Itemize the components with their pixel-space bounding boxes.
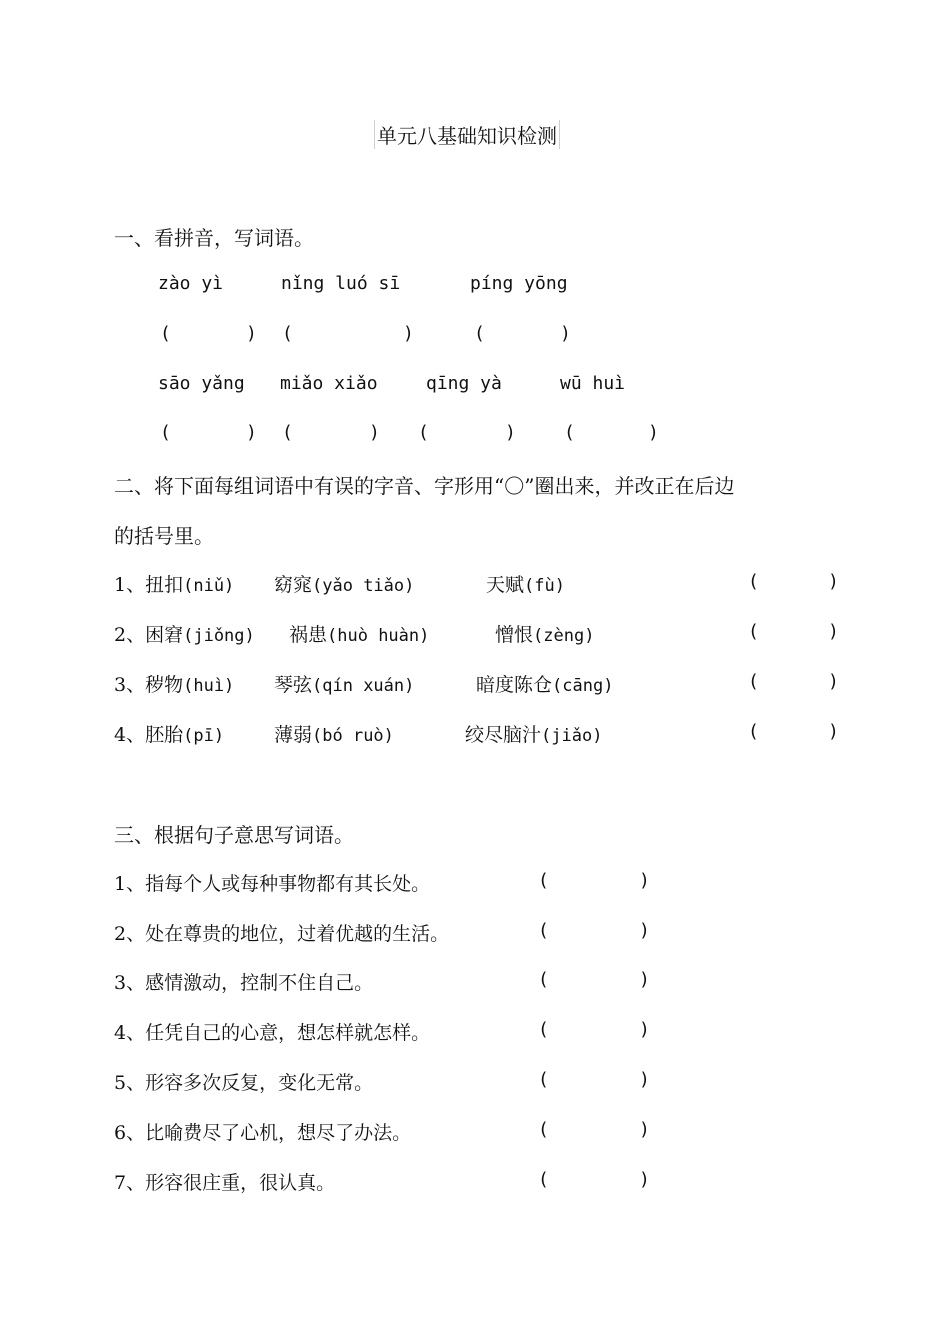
section3-heading: 三、根据句子意思写词语。 bbox=[114, 823, 354, 847]
answer-blank-open: ( bbox=[748, 621, 759, 642]
word: 窈窕 bbox=[274, 574, 313, 596]
answer-blank-open: ( bbox=[748, 721, 759, 742]
list-item: 6、比喻费尽了心机，想尽了办法。 bbox=[114, 1122, 412, 1144]
list-item: 4、任凭自己的心意，想怎样就怎样。 bbox=[114, 1022, 431, 1044]
list-item bbox=[465, 720, 602, 747]
list-item bbox=[495, 620, 594, 647]
answer-blank-open: ( bbox=[748, 571, 759, 592]
answer-blank-close: ) bbox=[560, 323, 571, 344]
word: 绞尽脑汁 bbox=[465, 724, 542, 746]
answer-blank-open: ( bbox=[474, 323, 485, 344]
answer-blank-close: ) bbox=[369, 422, 380, 443]
list-item bbox=[476, 670, 613, 697]
list-item bbox=[274, 670, 414, 697]
answer-blank-close: ) bbox=[639, 1019, 650, 1040]
word: 胚胎 bbox=[145, 724, 184, 746]
word: 暗度陈仓 bbox=[476, 674, 553, 696]
list-item: 1、指每个人或每种事物都有其长处。 bbox=[114, 873, 431, 895]
answer-blank-open: ( bbox=[748, 671, 759, 692]
list-item bbox=[289, 620, 429, 647]
answer-blank-open: ( bbox=[538, 1069, 549, 1090]
list-item bbox=[114, 720, 224, 747]
answer-blank-open: ( bbox=[418, 422, 429, 443]
answer-blank-close: ) bbox=[639, 1119, 650, 1140]
list-item bbox=[274, 720, 394, 747]
list-item: 2、处在尊贵的地位，过着优越的生活。 bbox=[114, 923, 450, 945]
pinyin: (huì) bbox=[183, 676, 235, 696]
page-title: 单元八基础知识检测 bbox=[374, 120, 560, 149]
answer-blank-open: ( bbox=[538, 1169, 549, 1190]
answer-blank-close: ) bbox=[639, 1169, 650, 1190]
item-number: 1、 bbox=[114, 574, 146, 596]
pinyin-2: nǐng luó sī bbox=[281, 273, 401, 294]
answer-blank-close: ) bbox=[246, 323, 257, 344]
answer-blank-close: ) bbox=[639, 920, 650, 941]
answer-blank-open: ( bbox=[538, 1119, 549, 1140]
answer-blank-open: ( bbox=[538, 920, 549, 941]
pinyin-6: qīng yà bbox=[426, 373, 502, 394]
word: 扭扣 bbox=[145, 574, 184, 596]
word: 困窘 bbox=[145, 624, 184, 646]
section2-heading: 二、将下面每组词语中有误的字音、字形用“〇”圈出来，并改正在后边 bbox=[114, 474, 735, 498]
pinyin: (cāng) bbox=[552, 676, 614, 696]
answer-blank-open: ( bbox=[538, 870, 549, 891]
answer-blank-close: ) bbox=[828, 721, 839, 742]
word: 祸患 bbox=[289, 624, 328, 646]
word: 琴弦 bbox=[274, 674, 313, 696]
list-item bbox=[114, 670, 234, 697]
answer-blank-open: ( bbox=[160, 422, 171, 443]
word: 天赋 bbox=[486, 574, 525, 596]
word: 憎恨 bbox=[495, 624, 534, 646]
answer-blank-close: ) bbox=[403, 323, 414, 344]
answer-blank-close: ) bbox=[639, 870, 650, 891]
answer-blank-open: ( bbox=[160, 323, 171, 344]
pinyin: (jiǒng) bbox=[183, 626, 255, 646]
pinyin-1: zào yì bbox=[158, 273, 224, 294]
answer-blank-open: ( bbox=[282, 422, 293, 443]
section2-heading-cont: 的括号里。 bbox=[114, 524, 214, 548]
pinyin: (bó ruò) bbox=[312, 726, 394, 746]
pinyin-4: sāo yǎng bbox=[158, 373, 245, 394]
section1-heading: 一、看拼音，写词语。 bbox=[114, 226, 314, 250]
pinyin: (niǔ) bbox=[183, 576, 235, 596]
list-item: 5、形容多次反复，变化无常。 bbox=[114, 1072, 374, 1094]
answer-blank-close: ) bbox=[246, 422, 257, 443]
pinyin-7: wū huì bbox=[560, 373, 626, 394]
pinyin-3: píng yōng bbox=[470, 273, 568, 294]
item-number: 4、 bbox=[114, 724, 146, 746]
list-item bbox=[274, 570, 414, 597]
pinyin: (qín xuán) bbox=[312, 676, 415, 696]
answer-blank-close: ) bbox=[828, 621, 839, 642]
answer-blank-close: ) bbox=[639, 1069, 650, 1090]
pinyin: (jiǎo) bbox=[541, 726, 603, 746]
answer-blank-open: ( bbox=[538, 969, 549, 990]
word: 薄弱 bbox=[274, 724, 313, 746]
pinyin: (pī) bbox=[183, 726, 225, 746]
word: 秽物 bbox=[145, 674, 184, 696]
answer-blank-open: ( bbox=[538, 1019, 549, 1040]
answer-blank-close: ) bbox=[648, 422, 659, 443]
pinyin: (yǎo tiǎo) bbox=[312, 576, 415, 596]
list-item bbox=[114, 570, 234, 597]
item-number: 3、 bbox=[114, 674, 146, 696]
list-item: 3、感情激动，控制不住自己。 bbox=[114, 972, 374, 994]
answer-blank-close: ) bbox=[505, 422, 516, 443]
answer-blank-close: ) bbox=[639, 969, 650, 990]
pinyin: (fù) bbox=[524, 576, 565, 596]
answer-blank-open: ( bbox=[282, 323, 293, 344]
list-item bbox=[486, 570, 565, 597]
answer-blank-close: ) bbox=[828, 571, 839, 592]
pinyin: (zèng) bbox=[533, 626, 595, 646]
pinyin: (huò huàn) bbox=[327, 626, 430, 646]
list-item: 7、形容很庄重，很认真。 bbox=[114, 1172, 336, 1194]
pinyin-5: miǎo xiǎo bbox=[280, 373, 378, 394]
answer-blank-open: ( bbox=[564, 422, 575, 443]
list-item bbox=[114, 620, 255, 647]
item-number: 2、 bbox=[114, 624, 146, 646]
answer-blank-close: ) bbox=[828, 671, 839, 692]
